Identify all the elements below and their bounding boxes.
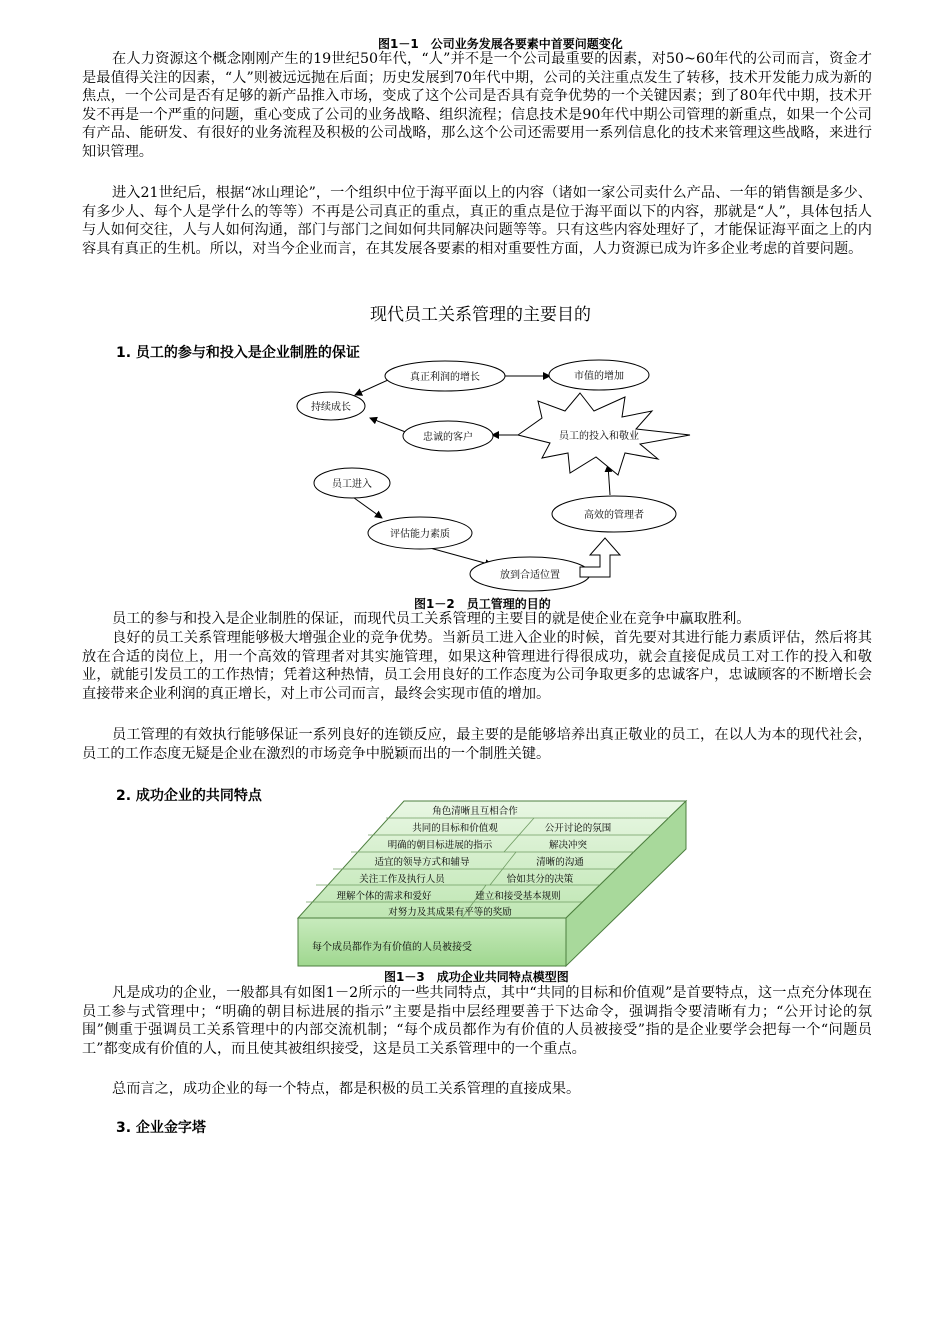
trait-focus-execution: 关注工作及执行人员 xyxy=(359,874,445,885)
paragraph-iceberg-theory: 进入21世纪后，根据“冰山理论”，一个组织中位于海平面以上的内容（诸如一家公司卖什么产品、一年的销售额是多少、有多少人、每个人是学什么的等等）不再是公司真正的重点，真正的重点是位于海平面以下的内容，那就是“人”，具体包括人与人如何交往，人与人如何沟通，部门与部门之间如何共同解决问题等等。只有这些内容处理好了，才能保证海平面之上的内容具有真正的生机。所以，对当今企业而言，在其发展各要素的相对重要性方面，人力资源已成为许多企业考虑的首要问题。 xyxy=(82,185,872,257)
arrow-loyal-to-growth xyxy=(370,418,408,433)
block-arrow-up xyxy=(580,538,620,577)
paragraph-purpose: 员工的参与和投入是企业制胜的保证，而现代员工关系管理的主要目的就是使企业在竞争中赢取胜利。 xyxy=(112,611,751,627)
figure-caption-1-2: 图1－2 员工管理的目的 xyxy=(414,597,551,611)
node-engage-label: 员工的投入和敬业 xyxy=(559,431,639,442)
trait-communication: 清晰的沟通 xyxy=(536,857,584,868)
node-market-label: 市值的增加 xyxy=(574,371,624,382)
success-traits-model xyxy=(290,795,700,970)
trait-clear-direction: 明确的朝目标进展的指示 xyxy=(387,840,493,851)
node-loyal-label: 忠诚的客户 xyxy=(423,432,473,443)
figure-caption-1-1: 图1－1 公司业务发展各要素中首要问题变化 xyxy=(378,37,623,51)
node-growth-label: 持续成长 xyxy=(311,402,351,413)
trait-individual-needs: 理解个体的需求和爱好 xyxy=(336,891,432,902)
trait-roles: 角色清晰且互相合作 xyxy=(432,806,518,817)
subheading-3: 3. 企业金字塔 xyxy=(116,1120,206,1136)
node-enter-label: 员工进入 xyxy=(332,479,372,490)
node-assess-label: 评估能力素质 xyxy=(390,529,450,540)
trait-valued-members: 每个成员都作为有价值的人员被接受 xyxy=(312,942,472,953)
trait-open-discussion: 公开讨论的氛围 xyxy=(544,823,612,834)
trait-shared-goals: 共同的目标和价值观 xyxy=(412,823,498,834)
trait-decisions: 恰如其分的决策 xyxy=(506,874,574,885)
trait-equal-rewards: 对努力及其成果有平等的奖励 xyxy=(388,907,512,918)
paragraph-chain-reaction: 员工管理的有效执行能够保证一系列良好的连锁反应，最主要的是能够培养出真正敬业的员工，在以人为本的现代社会，员工的工作态度无疑是企业在激烈的市场竞争中脱颖而出的一个制胜关键。 xyxy=(82,727,872,762)
subheading-2: 2. 成功企业的共同特点 xyxy=(116,788,262,804)
figure-caption-1-3: 图1－3 成功企业共同特点模型图 xyxy=(384,970,569,984)
paragraph-conclusion: 总而言之，成功企业的每一个特点，都是积极的员工关系管理的直接成果。 xyxy=(112,1081,581,1097)
paragraph-hr-history: 在人力资源这个概念刚刚产生的19世纪50年代，“人”并不是一个公司最重要的因素，对50~60年代的公司而言，资金才是最值得关注的因素，“人”则被远远抛在后面；历史发展到70年代中期，公司的关注重点发生了转移，技术开发能力成为新的焦点，一个公司是否有足够的新产品推入市场，变成了这个公司是否具有竞争优势的一个关键因素；到了80年代中期，技术开发不再是一个严重的问题，重心变成了公司的业务战略、组织流程；信息技术是90年代中期公司管理的新重点，如果一个公司有产品、能研发、有很好的业务流程及积极的公司战略，那么这个公司还需要用一系列信息化的技术来管理这些战略，来进行知识管理。 xyxy=(82,51,872,160)
section-title: 现代员工关系管理的主要目的 xyxy=(370,305,591,325)
paragraph-common-traits: 凡是成功的企业，一般都具有如图1－2所示的一些共同特点，其中“共同的目标和价值观”是首要特点，这一点充分体现在员工参与式管理中；“明确的朝目标进展的指示”主要是指中层经理要善于下达命令，强调指令要清晰有力；“公开讨论的氛围”侧重于强调员工关系管理中的内部交流机制；“每个成员都作为有价值的人员被接受”指的是企业要学会把每一个“问题员工”都变成有价值的人，而且使其被组织接受，这是员工关系管理中的一个重点。 xyxy=(82,985,872,1057)
node-manager-label: 高效的管理者 xyxy=(584,510,644,521)
paragraph-good-relations: 良好的员工关系管理能够极大增强企业的竞争优势。当新员工进入企业的时候，首先要对其进行能力素质评估，然后将其放在合适的岗位上，用一个高效的管理者对其实施管理，如果这种管理进行得很成功，就会直接促成员工对工作的投入和敬业，就能引发员工的工作热情；凭着这种热情，员工会用良好的工作态度为公司争取更多的忠诚客户，忠诚顾客的不断增长会直接带来企业利润的真正增长，对上市公司而言，最终会实现市值的增加。 xyxy=(82,630,872,702)
arrow-to-profit-from-growth xyxy=(355,380,388,395)
trait-leadership: 适宜的领导方式和辅导 xyxy=(374,857,470,868)
employee-management-diagram xyxy=(280,355,700,595)
subheading-1: 1. 员工的参与和投入是企业制胜的保证 xyxy=(116,345,360,361)
arrow-assess-to-place xyxy=(430,548,492,565)
arrow-manager-to-engage xyxy=(608,465,610,495)
trait-conflict-resolution: 解决冲突 xyxy=(548,840,588,851)
trait-ground-rules: 建立和接受基本规则 xyxy=(475,891,561,902)
node-profit-label: 真正利润的增长 xyxy=(410,372,480,383)
node-place-label: 放到合适位置 xyxy=(500,570,560,581)
